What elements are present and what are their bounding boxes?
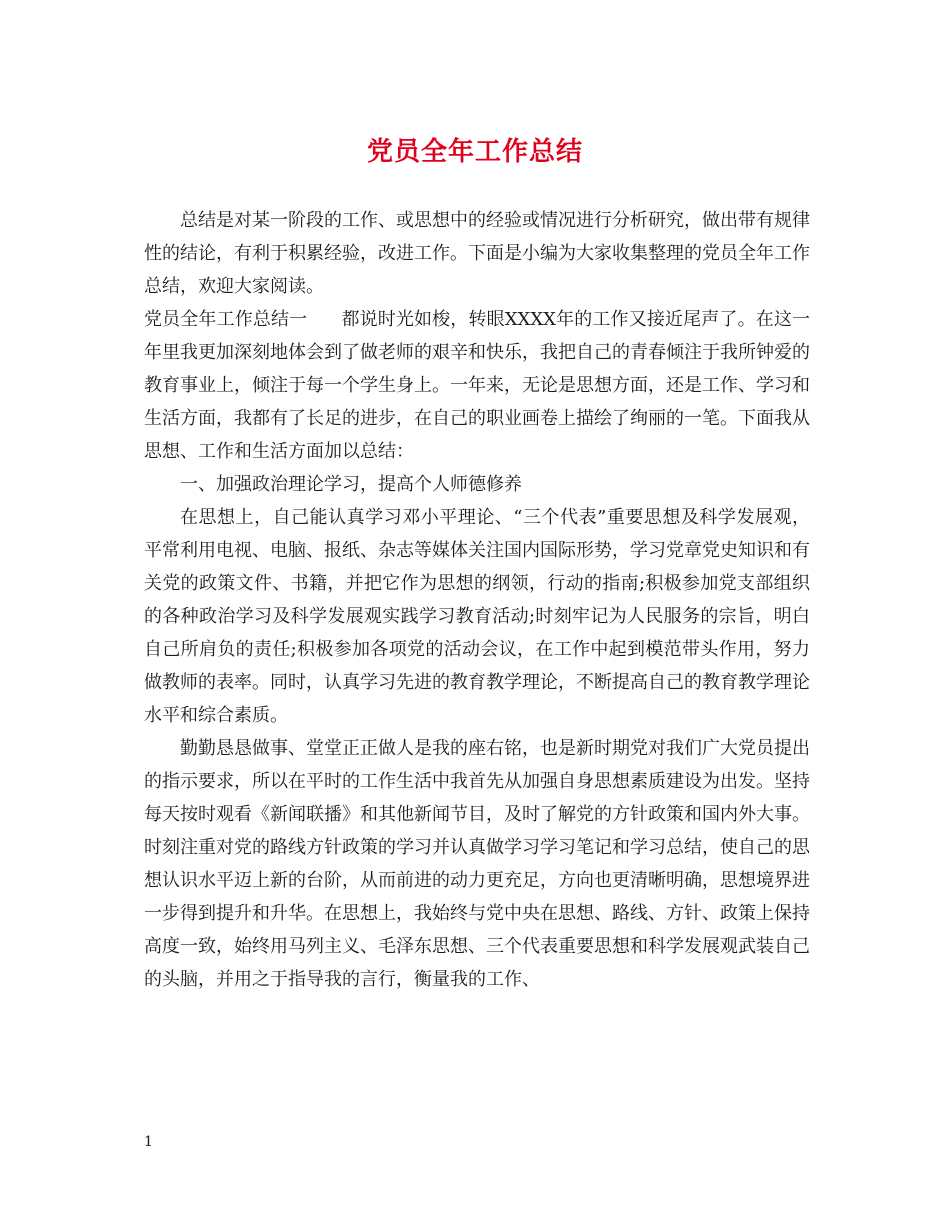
- section-text: 都说时光如梭，转眼XXXX年的工作又接近尾声了。在这一年里我更加深刻地体会到了做老师的艰辛和快乐，我把自己的青春倾注于我所钟爱的教育事业上，倾注于每一个学生身上。一年来，无论是思想方面，还是工作、学习和生活方面，我都有了长足的进步，在自己的职业画卷上描绘了绚丽的一笔。下面我从思想、工作和生活方面加以总结：: [144, 309, 810, 462]
- section-label: 党员全年工作总结一: [144, 309, 308, 330]
- intro-paragraph: 总结是对某一阶段的工作、或思想中的经验或情况进行分析研究，做出带有规律性的结论，有利于积累经验，改进工作。下面是小编为大家收集整理的党员全年工作总结，欢迎大家阅读。: [144, 210, 810, 297]
- page-number: 1: [144, 1134, 153, 1150]
- document-body: [144, 204, 810, 996]
- section-paragraph: [144, 303, 810, 468]
- section-heading: 一、加强政治理论学习，提高个人师德修养: [180, 474, 522, 495]
- body-paragraph-1: 在思想上，自己能认真学习邓小平理论、“三个代表”重要思想及科学发展观，平常利用电视、电脑、报纸、杂志等媒体关注国内国际形势，学习党章党史知识和有关党的政策文件、书籍，并把它作为思想的纲领，行动的指南;积极参加党支部组织的各种政治学习及科学发展观实践学习教育活动;时刻牢记为人民服务的宗旨，明白自己所肩负的责任;积极参加各项党的活动会议，在工作中起到模范带头作用，努力做教师的表率。同时，认真学习先进的教育教学理论，不断提高自己的教育教学理论水平和综合素质。: [144, 507, 810, 726]
- body-paragraph-2: 勤勤恳恳做事、堂堂正正做人是我的座右铭，也是新时期党对我们广大党员提出的指示要求，所以在平时的工作生活中我首先从加强自身思想素质建设为出发。坚持每天按时观看《新闻联播》和其他新闻节目，及时了解党的方针政策和国内外大事。时刻注重对党的路线方针政策的学习并认真做学习学习笔记和学习总结，使自己的思想认识水平迈上新的台阶，从而前进的动力更充足，方向也更清晰明确，思想境界进一步得到提升和升华。在思想上，我始终与党中央在思想、路线、方针、政策上保持高度一致，始终用马列主义、毛泽东思想、三个代表重要思想和科学发展观武装自己的头脑，并用之于指导我的言行，衡量我的工作、: [144, 738, 810, 990]
- document-title: 党员全年工作总结: [366, 137, 583, 167]
